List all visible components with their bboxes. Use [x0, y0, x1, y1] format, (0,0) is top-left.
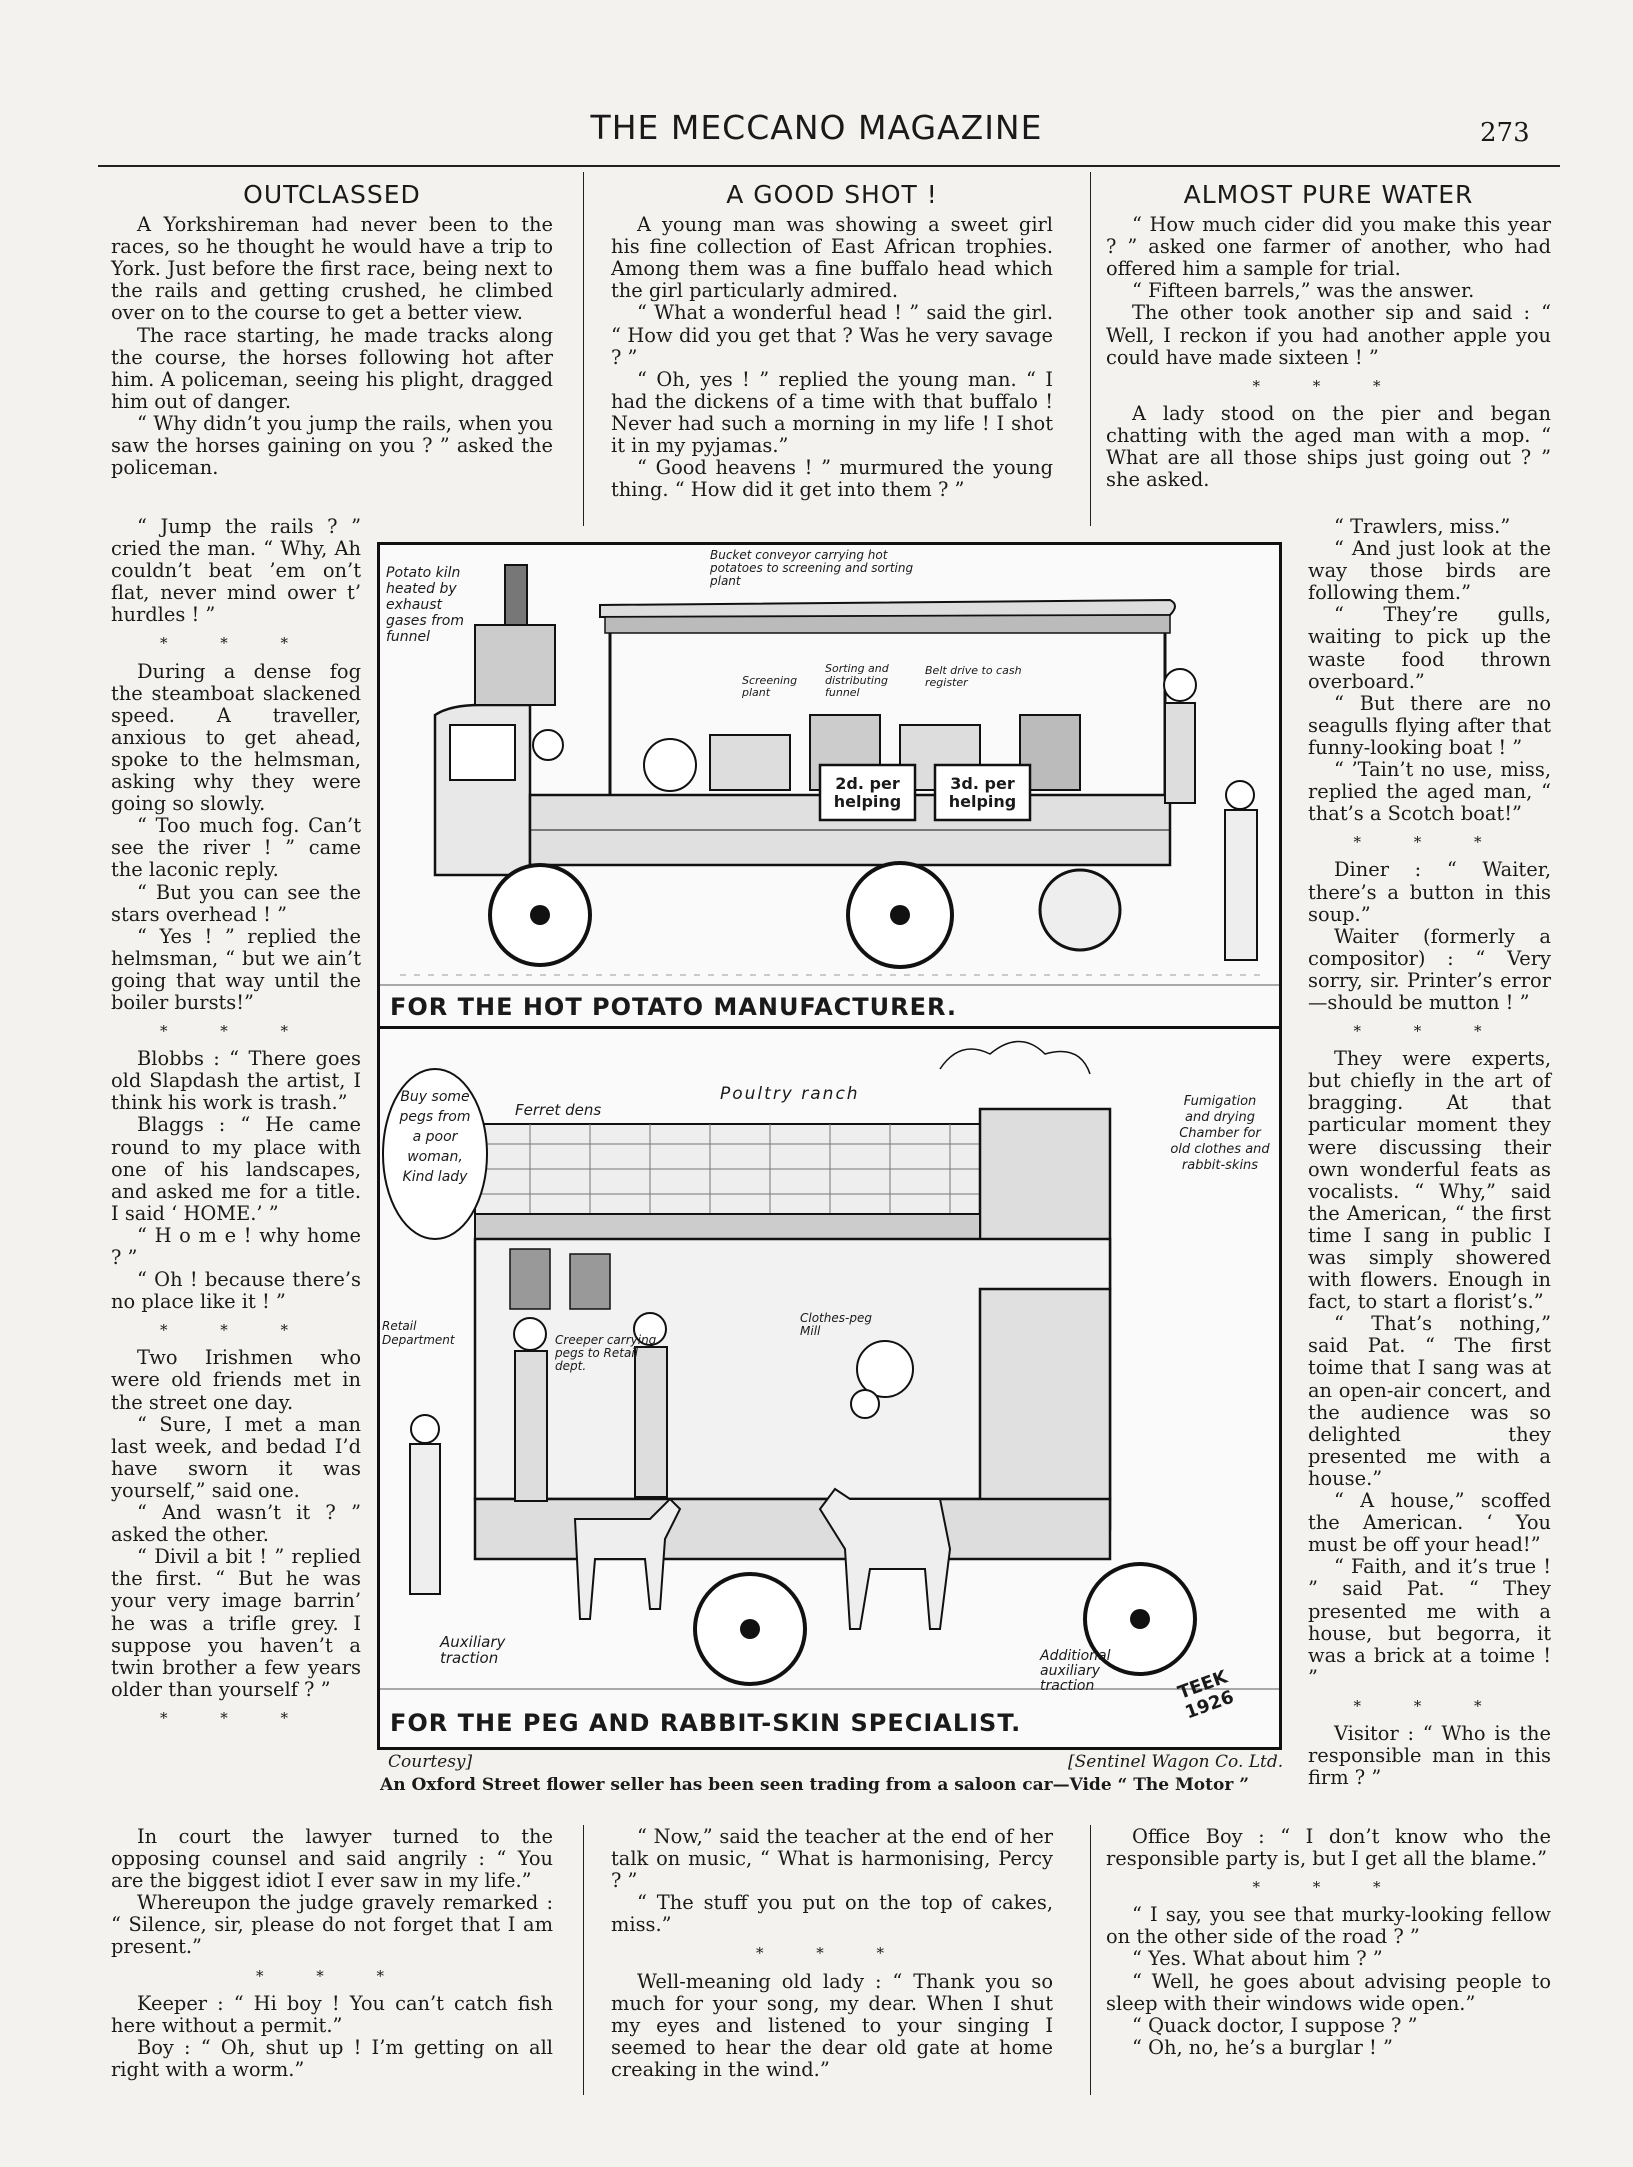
- separator-stars: * * *: [159, 1022, 313, 1041]
- paragraph: They were experts, but chiefly in the art of bragging. At that particular moment they were discussing their own wonderful feats as vocalists. “ Why,” said the American, “ the first time I sang in public I was simply showered with flowers. Enough in fact, to start a florist’s.”: [1308, 1047, 1551, 1314]
- column-pure-water-narrow: [1308, 516, 1551, 1789]
- paragraph: “ Trawlers, miss.”: [1334, 515, 1511, 538]
- label-additional-traction: Additional auxiliary traction: [1040, 1648, 1111, 1694]
- paragraph: “ Quack doctor, I suppose ? ”: [1132, 2013, 1418, 2037]
- paragraph: “ Oh, yes ! ” replied the young man. “ I had the dickens of a time with that buffalo ! Never had such a morning in my life ! I shot it in my pyjamas.”: [611, 367, 1053, 458]
- paragraph: Waiter (formerly a compositor) : “ Very sorry, sir. Printer’s error—should be mutton ! ”: [1308, 924, 1551, 1014]
- paragraph: “ Yes. What about him ? ”: [1132, 1947, 1383, 1971]
- paragraph: “ How much cider did you make this year ? ” asked one farmer of another, who had offered him a sample for trial.: [1106, 213, 1551, 281]
- paragraph: “ That’s nothing,” said Pat. “ The first toime that I sang was at an open-air concert, and the audience was so delighted they presented me with a house.”: [1308, 1312, 1551, 1490]
- label-poultry-ranch: Poultry ranch: [720, 1084, 860, 1104]
- paragraph: A Yorkshireman had never been to the races, so he thought he would have a trip to York. Just before the first race, being next to the rails and getting crushed, he climbed over on to the course to get a better view.: [111, 213, 553, 325]
- paragraph: “ But there are no seagulls flying after that funny-looking boat ! ”: [1308, 691, 1551, 759]
- paragraph: During a dense fog the steamboat slackened speed. A traveller, anxious to get ahead, spoke to the helmsman, asking why they were going so slowly.: [111, 659, 361, 816]
- paragraph: “ Why didn’t you jump the rails, when you saw the horses gaining on you ? ” asked the policeman.: [111, 411, 553, 480]
- paragraph: “ Well, he goes about advising people to sleep with their windows wide open.”: [1106, 1969, 1551, 2015]
- separator-stars: * * *: [1353, 833, 1506, 852]
- paragraph: Office Boy : “ I don’t know who the responsible party is, but I get all the blame.”: [1106, 1825, 1551, 1871]
- label-potato-kiln: Potato kiln heated by exhaust gases from funnel: [386, 565, 465, 645]
- paragraph: A young man was showing a sweet girl his fine collection of East African trophies. Among them was a fine buffalo head which the girl particularly admired.: [611, 213, 1053, 303]
- credit-courtesy: Courtesy]: [388, 1752, 473, 1772]
- paragraph: Well-meaning old lady : “ Thank you so much for your song, my dear. When I shut my eyes and listened to your singing I seemed to hear the dear old gate at home creaking in the wind.”: [611, 1969, 1053, 2081]
- separator-stars: * * *: [159, 1708, 313, 1727]
- label-fumigation-chamber: Fumigation and drying Chamber for old clothes and rabbit-skins: [1170, 1094, 1270, 1173]
- paragraph: “ H o m e ! why home ? ”: [111, 1223, 361, 1269]
- label-clothes-peg-mill: Clothes-peg Mill: [800, 1311, 872, 1338]
- paragraph: Blaggs : “ He came round to my place with one of his landscapes, and asked me for a title. I said ‘ HOME.’ ”: [111, 1113, 361, 1225]
- column-rule-2: [1090, 172, 1091, 526]
- label-ferret-dens: Ferret dens: [515, 1101, 602, 1119]
- label-creeper: Creeper carrying pegs to Retail dept.: [555, 1333, 657, 1373]
- paragraph: “ ’Tain’t no use, miss, replied the aged man, “ that’s a Scotch boat!”: [1308, 758, 1551, 826]
- paragraph: “ But you can see the stars overhead ! ”: [111, 880, 361, 926]
- artist-signature: TEEK 1926: [1175, 1666, 1237, 1724]
- column-pure-water: [1106, 180, 1551, 492]
- price-board-2d: 2d. per helping: [833, 774, 902, 811]
- paragraph: Whereupon the judge gravely remarked : “ Silence, sir, please do not forget that I am present.”: [111, 1891, 553, 1959]
- paragraph: “ Good heavens ! ” murmured the young thing. “ How did it get into them ? ”: [611, 456, 1053, 502]
- paragraph: “ Faith, and it’s true ! ” said Pat. “ They presented me with a house, but begorra, it was a brick at a toime ! ”: [1308, 1555, 1551, 1689]
- paragraph: “ Yes ! ” replied the helmsman, “ but we ain’t going that way until the boiler bursts!”: [111, 924, 361, 1014]
- paragraph: “ And just look at the way those birds are following them.”: [1308, 537, 1551, 605]
- paragraph: Diner : “ Waiter, there’s a button in this soup.”: [1308, 858, 1551, 926]
- paragraph: Blobbs : “ There goes old Slapdash the artist, I think his work is trash.”: [111, 1047, 361, 1115]
- paragraph: “ Jump the rails ? ” cried the man. “ Why, Ah couldn’t beat ’em on’t flat, never mind ower t’ hurdles ! ”: [111, 515, 361, 627]
- column-bottom-middle: [611, 1826, 1053, 2081]
- separator-stars: * * *: [159, 1321, 313, 1340]
- paragraph: “ I say, you see that murky-looking fellow on the other side of the road ? ”: [1106, 1903, 1551, 1949]
- column-rule-3: [583, 1825, 584, 2095]
- separator-stars: * * *: [755, 1944, 909, 1963]
- paragraph: A lady stood on the pier and began chatting with the aged man with a mop. “ What are all those ships just going out ? ” she asked.: [1106, 401, 1551, 492]
- column-rule-1: [583, 172, 584, 526]
- magazine-title: THE MECCANO MAGAZINE: [590, 108, 1043, 147]
- separator-stars: * * *: [1252, 376, 1405, 395]
- paragraph: Visitor : “ Who is the responsible man in this firm ? ”: [1308, 1721, 1551, 1790]
- paragraph: Keeper : “ Hi boy ! You can’t catch fish here without a permit.”: [111, 1991, 553, 2037]
- column-rule-4: [1090, 1825, 1091, 2095]
- label-screening-plant: Screening plant: [742, 674, 798, 699]
- paragraph: “ They’re gulls, waiting to pick up the waste food thrown overboard.”: [1308, 603, 1551, 693]
- paragraph: “ Fifteen barrels,” was the answer.: [1132, 279, 1475, 303]
- price-board-3d: 3d. per helping: [948, 774, 1017, 811]
- cartoon-peg-rabbit-skin: [377, 1026, 1282, 1750]
- cartoon-footnote: An Oxford Street flower seller has been seen trading from a saloon car—Vide “ The Motor ”: [380, 1775, 1249, 1795]
- separator-stars: * * *: [1353, 1696, 1506, 1715]
- label-retail-department: Retail Department: [382, 1319, 455, 1347]
- paragraph: “ Sure, I met a man last week, and bedad I’d have sworn it was yourself,” said one.: [111, 1412, 361, 1502]
- paragraph: “ The stuff you put on the top of cakes, miss.”: [611, 1891, 1053, 1937]
- article-title: OUTCLASSED: [243, 180, 421, 209]
- separator-stars: * * *: [1252, 1878, 1405, 1897]
- paragraph: “ And wasn’t it ? ” asked the other.: [111, 1501, 361, 1547]
- paragraph: In court the lawyer turned to the opposing counsel and said angrily : “ You are the biggest idiot I ever saw in my life.”: [111, 1825, 553, 1893]
- paragraph: The other took another sip and said : “ Well, I reckon if you had another apple you could have made sixteen ! ”: [1106, 301, 1551, 369]
- paragraph: “ Too much fog. Can’t see the river ! ” came the laconic reply.: [111, 814, 361, 882]
- label-sorting-funnel: Sorting and distributing funnel: [825, 662, 889, 699]
- cartoon-caption: FOR THE PEG AND RABBIT-SKIN SPECIALIST.: [390, 1709, 1022, 1737]
- paragraph: Boy : “ Oh, shut up ! I’m getting on all right with a worm.”: [111, 2035, 553, 2081]
- separator-stars: * * *: [1353, 1022, 1506, 1041]
- column-outclassed: [111, 180, 553, 480]
- credit-sentinel: [Sentinel Wagon Co. Ltd.: [1068, 1752, 1284, 1772]
- paragraph: The race starting, he made tracks along the course, the horses following hot after him. A policeman, seeing his plight, dragged him out of danger.: [111, 323, 553, 413]
- label-belt-drive: Belt drive to cash register: [925, 664, 1022, 689]
- paragraph: “ A house,” scoffed the American. ‘ You must be off your head!”: [1308, 1489, 1551, 1557]
- paragraph: “ What a wonderful head ! ” said the girl. “ How did you get that ? Was he very savage ? ”: [611, 301, 1053, 369]
- separator-stars: * * *: [159, 634, 313, 653]
- header-rule: [98, 165, 1560, 167]
- paragraph: “ Divil a bit ! ” replied the first. “ But he was your very image barrin’ he was a trifle grey. I suppose you haven’t a twin brother a few years older than yourself ? ”: [111, 1545, 361, 1701]
- paragraph: “ Now,” said the teacher at the end of her talk on music, “ What is harmonising, Percy ? ”: [611, 1825, 1053, 1893]
- column-bottom-right: [1106, 1826, 1551, 2059]
- separator-stars: * * *: [255, 1966, 409, 1985]
- article-title: A GOOD SHOT !: [726, 180, 938, 209]
- column-bottom-left: [111, 1826, 553, 2081]
- label-auxiliary-traction: Auxiliary traction: [440, 1633, 506, 1667]
- cartoon-caption: FOR THE HOT POTATO MANUFACTURER.: [390, 993, 958, 1021]
- paragraph: “ Oh, no, he’s a burglar ! ”: [1132, 2035, 1393, 2059]
- paragraph: “ Oh ! because there’s no place like it ! ”: [111, 1268, 361, 1314]
- speech-bubble-text: Buy some pegs from a poor woman, Kind lady: [399, 1089, 471, 1185]
- cartoon-hot-potato: [377, 542, 1282, 1032]
- page-number: 273: [1480, 118, 1530, 148]
- paragraph: Two Irishmen who were old friends met in the street one day.: [111, 1346, 361, 1414]
- label-bucket-conveyor: Bucket conveyor carrying hot potatoes to screening and sorting plant: [710, 548, 914, 588]
- column-outclassed-narrow: [111, 516, 361, 1735]
- column-good-shot: [611, 180, 1053, 502]
- article-title: ALMOST PURE WATER: [1183, 180, 1474, 209]
